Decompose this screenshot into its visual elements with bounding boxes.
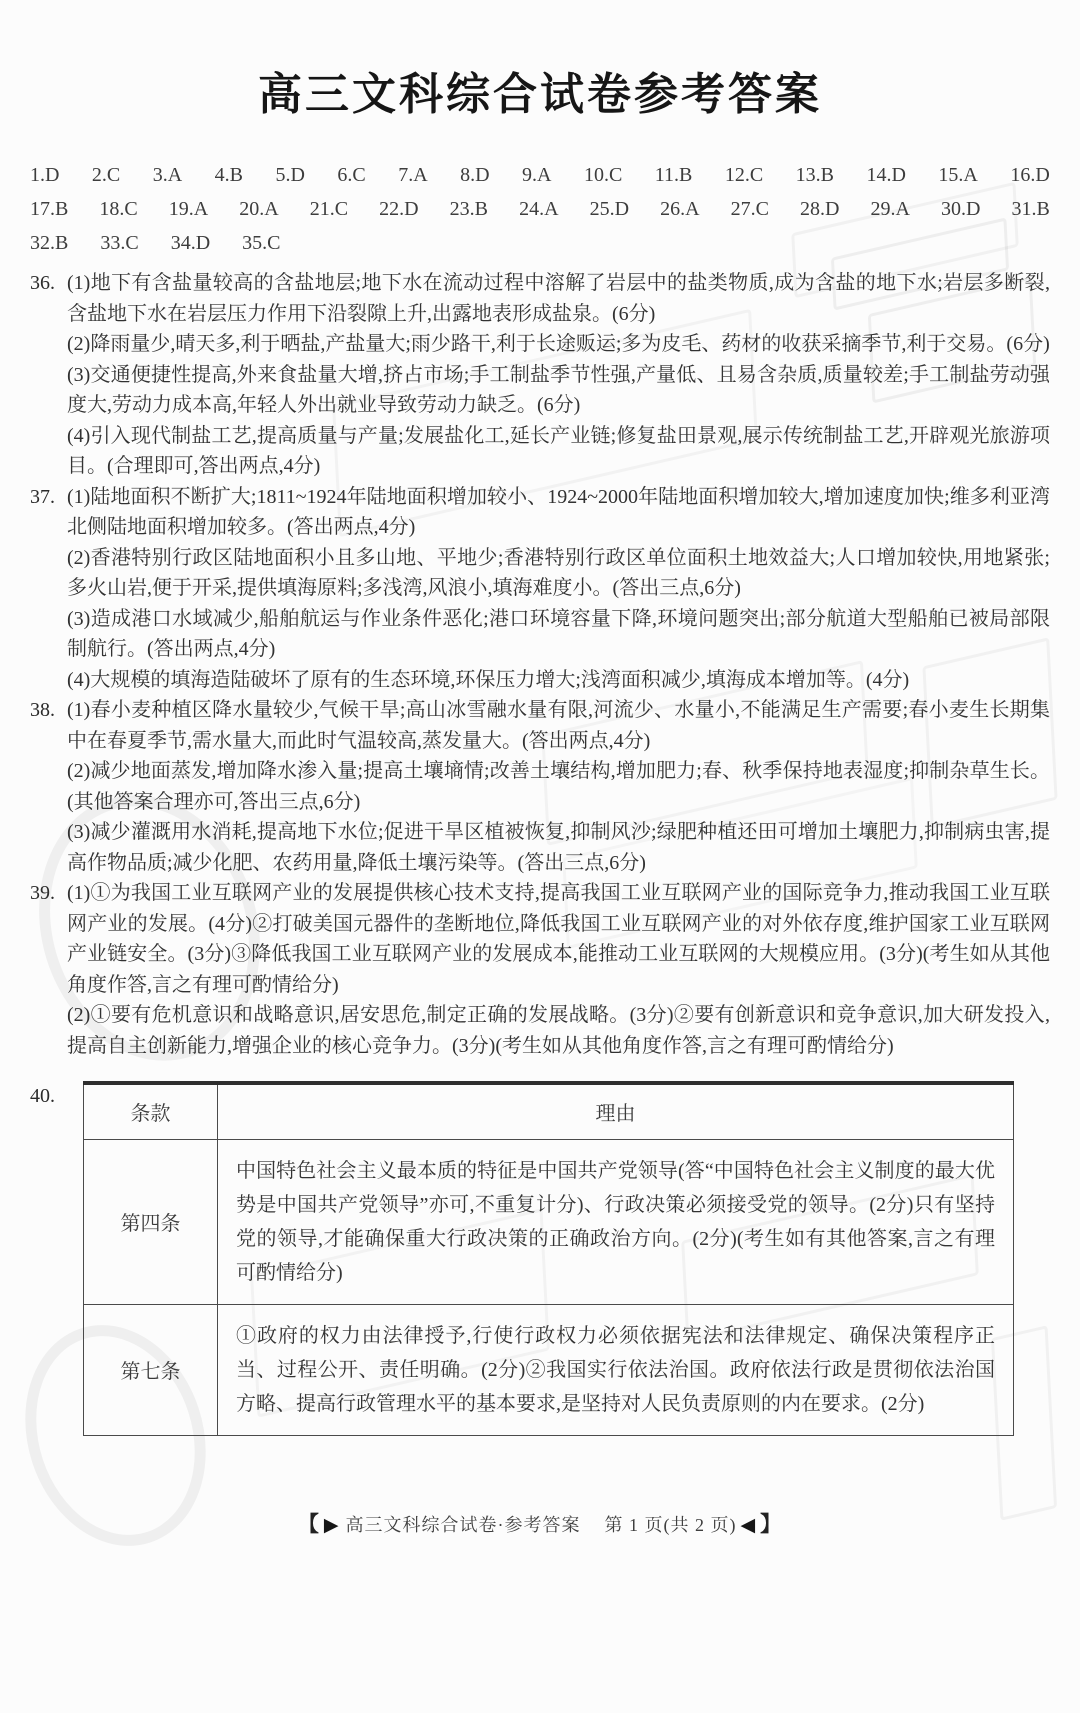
answer-paragraph: (4)大规模的填海造陆破坏了原有的生态环境,环保压力增大;浅湾面积减少,填海成本增加等。(4分) [67, 668, 910, 691]
question-number: 39. [30, 882, 55, 904]
question-number: 38. [30, 699, 55, 721]
clause-reason-table [83, 1081, 1014, 1436]
choice-answer-item: 15.A [938, 164, 978, 186]
choice-answer-item: 34.D [170, 232, 211, 254]
choice-answers-section [30, 158, 1050, 260]
table-row [84, 1304, 1014, 1435]
choice-answer-item: 5.D [275, 164, 305, 186]
question-37-answer [30, 482, 1050, 696]
choice-answer-item: 8.D [460, 164, 490, 186]
question-36-answer [30, 268, 1050, 482]
answer-paragraph: (3)交通便捷性提高,外来食盐量大增,挤占市场;手工制盐季节性强,产量低、且易含杂质,质量较差;手工制盐劳动强度大,劳动力成本高,年轻人外出就业导致劳动力缺乏。(6分) [67, 363, 1050, 416]
choice-answers-row-1 [30, 158, 1050, 192]
reason-cell: 中国特色社会主义最本质的特征是中国共产党领导(答“中国特色社会主义制度的最大优势是中国共产党领导”亦可,不重复计分)、行政决策必须接受党的领导。(2分)只有坚持党的领导,才能确保重大行政决策的正确政治方向。(2分)(考生如有其他答案,言之有理可酌情给分) [218, 1139, 1014, 1304]
reason-cell: ①政府的权力由法律授予,行使行政权力必须依据宪法和法律规定、确保决策程序正当、过程公开、责任明确。(2分)②我国实行依法治国。政府依法行政是贯彻依法治国方略、提高行政管理水平的基本要求,是坚持对人民负责原则的内在要求。(2分) [218, 1304, 1014, 1435]
column-header-clause: 条款 [84, 1083, 218, 1139]
choice-answer-item: 19.A [168, 198, 209, 220]
choice-answer-item: 2.C [91, 164, 121, 186]
exam-answer-sheet-page [0, 58, 1080, 1713]
footer-doc-label: 高三文科综合试卷·参考答案 [345, 1514, 581, 1535]
choice-answer-item: 13.B [795, 164, 835, 186]
question-38-answer [30, 695, 1050, 878]
choice-answer-item: 29.A [870, 198, 910, 220]
answer-paragraph: (3)造成港口水域减少,船舶航运与作业条件恶化;港口环境容量下降,环境问题突出;部分航道大型船舶已被局部限制航行。(答出两点,4分) [67, 607, 1050, 660]
answer-paragraph: (2)降雨量少,晴天多,利于晒盐,产盐量大;雨少路干,利于长途贩运;多为皮毛、药材的收获采摘季节,利于交易。(6分) [67, 333, 1050, 355]
choice-answer-item: 6.C [337, 164, 366, 186]
written-answers-section [30, 268, 1050, 1436]
choice-answer-item: 23.B [449, 198, 489, 220]
question-39-answer [30, 878, 1050, 1061]
choice-answer-item: 30.D [940, 198, 981, 220]
question-40-answer [30, 1081, 1050, 1436]
choice-answer-item: 9.A [522, 164, 552, 186]
clause-cell: 第七条 [84, 1304, 218, 1435]
choice-answer-item: 32.B [30, 232, 69, 254]
choice-answer-item: 27.C [730, 198, 769, 220]
question-number: 40. [30, 1085, 55, 1107]
answer-paragraph: (2)香港特别行政区陆地面积小且多山地、平地少;香港特别行政区单位面积土地效益大;人口增加较快,用地紧张;多火山岩,便于开采,提供填海原料;多浅湾,风浪小,填海难度小。(答出三点,6分) [67, 546, 1050, 599]
left-triangle-icon: ◀ [740, 1514, 757, 1536]
answer-paragraph: (2)减少地面蒸发,增加降水渗入量;提高土壤墒情;改善土壤结构,增加肥力;春、秋季保持地表湿度;抑制杂草生长。(其他答案合理亦可,答出三点,6分) [67, 760, 1050, 813]
choice-answer-item: 26.A [660, 198, 700, 220]
choice-answer-item: 31.B [1011, 198, 1050, 220]
question-number: 36. [30, 272, 55, 294]
choice-answer-item: 10.C [583, 164, 623, 186]
choice-answer-item: 3.A [152, 164, 183, 186]
choice-answer-item: 14.D [866, 164, 906, 186]
choice-answer-item: 21.C [309, 198, 349, 220]
page-title: 高三文科综合试卷参考答案 [258, 70, 822, 119]
answer-paragraph: (2)①要有危机意识和战略意识,居安思危,制定正确的发展战略。(3分)②要有创新意识和竞争意识,加大研发投入,提高自主创新能力,增强企业的核心竞争力。(3分)(考生如从其他角度作答,言之有理可酌情给分) [67, 1004, 1050, 1057]
choice-answer-item: 11.B [654, 164, 693, 186]
choice-answer-item: 33.C [100, 232, 139, 254]
choice-answers-row-3 [30, 226, 1050, 260]
choice-answer-item: 12.C [724, 164, 764, 186]
table-header-row [84, 1083, 1014, 1139]
choice-answer-item: 24.A [519, 198, 559, 220]
choice-answer-item: 4.B [214, 164, 243, 186]
choice-answers-row-2 [30, 192, 1050, 226]
column-header-reason: 理由 [218, 1083, 1014, 1139]
choice-answer-item: 20.A [239, 198, 279, 220]
choice-answer-item: 18.C [99, 198, 138, 220]
footer-bracket-right: 】 [760, 1511, 783, 1536]
choice-answer-item: 35.C [242, 232, 281, 254]
choice-answer-item: 16.D [1010, 164, 1050, 186]
answer-paragraph: (4)引入现代制盐工艺,提高质量与产量;发展盐化工,延长产业链;修复盐田景观,展示传统制盐工艺,开辟观光旅游项目。(合理即可,答出两点,4分) [67, 424, 1050, 477]
clause-cell: 第四条 [84, 1139, 218, 1304]
table-row [84, 1139, 1014, 1304]
choice-answer-item: 1.D [30, 164, 60, 186]
page-footer [30, 1508, 1050, 1538]
clause-reason-table-wrap [83, 1081, 1014, 1436]
answer-paragraph: (1)①为我国工业互联网产业的发展提供核心技术支持,提高我国工业互联网产业的国际竞争力,推动我国工业互联网产业的发展。(4分)②打破美国元器件的垄断地位,降低我国工业互联网产业的对外依存度,维护国家工业互联网产业链安全。(3分)③降低我国工业互联网产业的发展成本,能推动工业互联网的大规模应用。(3分)(考生如从其他角度作答,言之有理可酌情给分) [67, 882, 1050, 996]
answer-paragraph: (1)地下有含盐量较高的含盐地层;地下水在流动过程中溶解了岩层中的盐类物质,成为含盐的地下水;岩层多断裂,含盐地下水在岩层压力作用下沿裂隙上升,出露地表形成盐泉。(6分) [67, 272, 1050, 325]
choice-answer-item: 28.D [799, 198, 840, 220]
choice-answer-item: 7.A [398, 164, 428, 186]
question-number: 37. [30, 485, 55, 508]
choice-answer-item: 25.D [589, 198, 630, 220]
footer-page-label: 第 1 页(共 2 页) [604, 1514, 737, 1535]
choice-answer-item: 22.D [379, 198, 419, 220]
answer-paragraph: (1)陆地面积不断扩大;1811~1924年陆地面积增加较小、1924~2000年陆地面积增加较大,增加速度加快;维多利亚湾北侧陆地面积增加较多。(答出两点,4分) [67, 485, 1050, 538]
right-triangle-icon: ▶ [323, 1514, 340, 1536]
answer-paragraph: (1)春小麦种植区降水量较少,气候干旱;高山冰雪融水量有限,河流少、水量小,不能满足生产需要;春小麦生长期集中在春夏季节,需水量大,而此时气温较高,蒸发量大。(答出两点,4分) [67, 699, 1050, 752]
footer-bracket-left: 【 [297, 1511, 320, 1536]
choice-answer-item: 17.B [30, 198, 69, 220]
answer-paragraph: (3)减少灌溉用水消耗,提高地下水位;促进干旱区植被恢复,抑制风沙;绿肥种植还田可增加土壤肥力,抑制病虫害,提高作物品质;减少化肥、农药用量,降低土壤污染等。(答出三点,6分) [67, 821, 1050, 874]
